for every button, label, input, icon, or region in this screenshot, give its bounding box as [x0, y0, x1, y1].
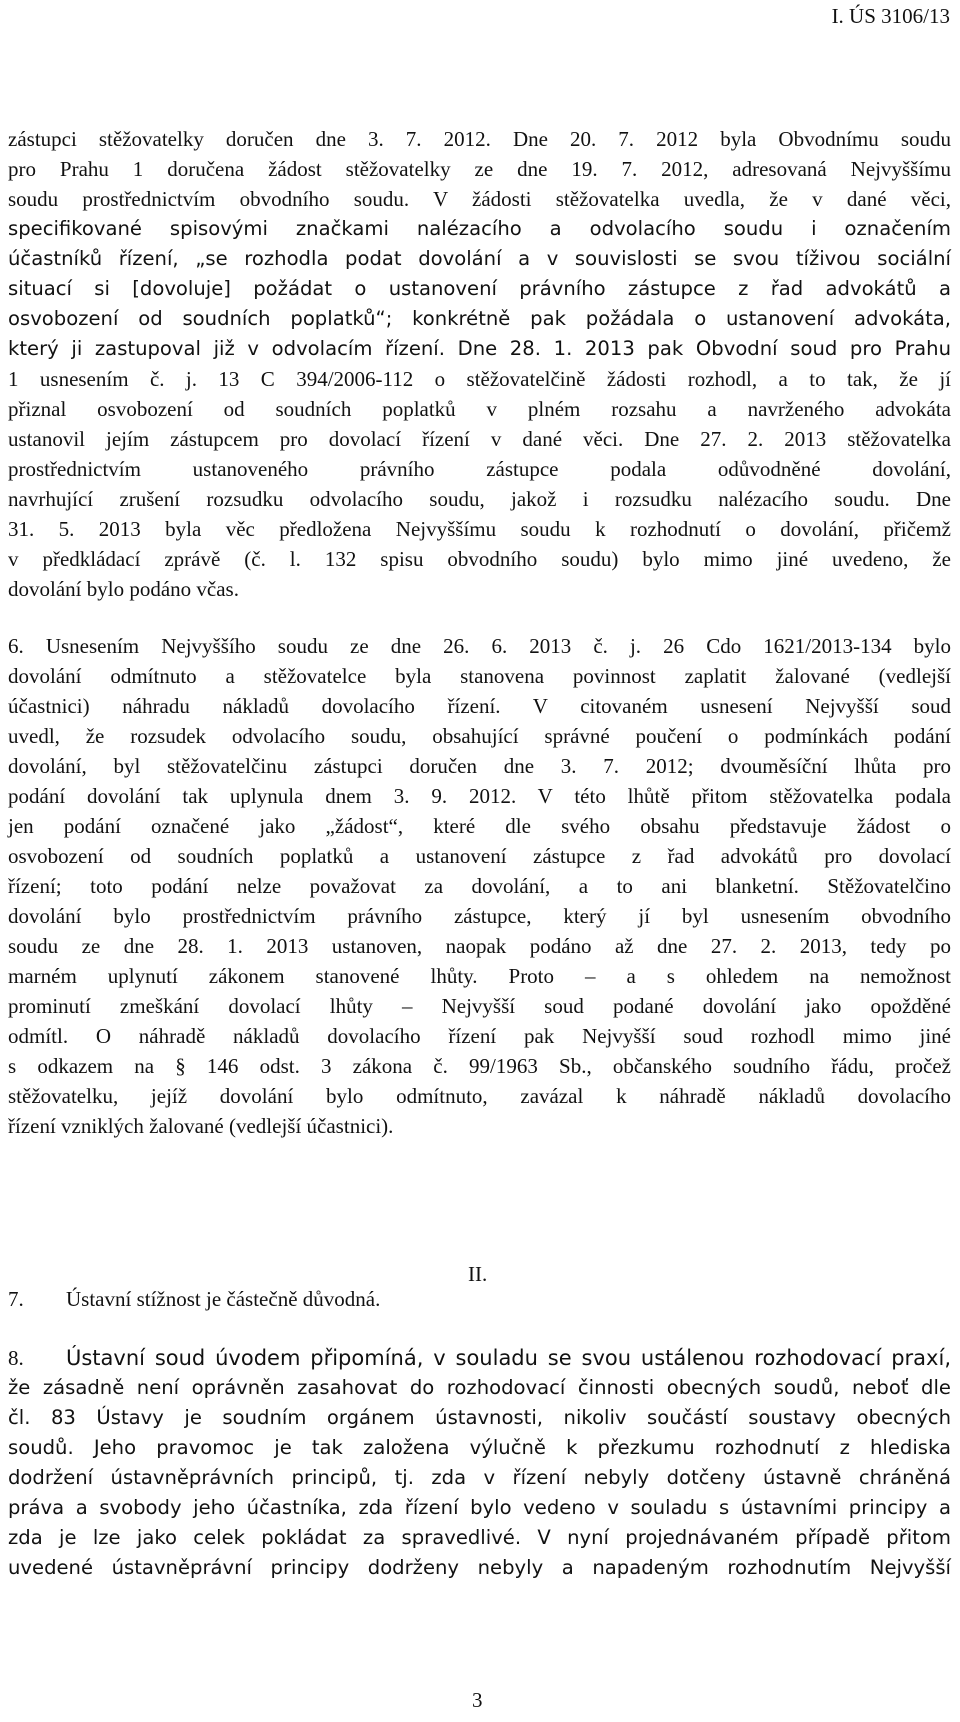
p6-line: odmítl. O náhradě nákladů dovolacího řízení pak Nejvyšší soud rozhodl mimo jiné: [8, 1024, 951, 1048]
p5-line: účastníků řízení, „se rozhodla podat dovolání a v souvislosti se svou tíživou sociální: [8, 247, 951, 270]
p8-line: zda je lze jako celek pokládat za spravedlivé. V nyní projednávaném případě přitom: [8, 1526, 951, 1549]
p6-line: stěžovatelku, jejíž dovolání bylo odmítnuto, zavázal k náhradě nákladů dovolacího: [8, 1084, 951, 1108]
p8-line: že zásadně není oprávněn zasahovat do rozhodovací činnosti obecných soudů, neboť dle: [8, 1376, 951, 1399]
p6-line: uvedl, že rozsudek odvolacího soudu, obsahující správné poučení o podmínkách podání: [8, 724, 951, 748]
section-heading: II.: [468, 1262, 488, 1286]
p5-line: navrhující zrušení rozsudku odvolacího soudu, jakož i rozsudku nalézacího soudu. Dne: [8, 487, 951, 511]
p6-line: prominutí zmeškání dovolací lhůty – Nejvyšší soud podané dovolání jako opožděné: [8, 994, 951, 1018]
p8-line: práva a svobody jeho účastníka, zda řízení bylo vedeno v souladu s ústavními principy a: [8, 1496, 951, 1519]
p7-text: Ústavní stížnost je částečně důvodná.: [66, 1287, 381, 1311]
p6-line: soudu ze dne 28. 1. 2013 ustanoven, naopak podáno až dne 27. 2. 2013, tedy po: [8, 934, 951, 958]
p5-line: dovolání bylo podáno včas.: [8, 577, 239, 601]
p5-line: prostřednictvím ustanoveného právního zástupce podala odůvodněné dovolání,: [8, 457, 951, 481]
page-number: 3: [472, 1688, 483, 1712]
p5-line: soudu prostřednictvím obvodního soudu. V žádosti stěžovatelka uvedla, že v dané věci,: [8, 187, 951, 211]
p8-line: soudů. Jeho pravomoc je tak založena výlučně k přezkumu rozhodnutí z hlediska: [8, 1436, 951, 1459]
p8-line: Ústavní soud úvodem připomíná, v souladu se svou ustálenou rozhodovací praxí,: [66, 1346, 951, 1370]
p6-line: řízení; toto podání nelze považovat za dovolání, a to ani blanketní. Stěžovatelčino: [8, 874, 951, 898]
p6-line: marném uplynutí zákonem stanovené lhůty. Proto – a s ohledem na nemožnost: [8, 964, 951, 988]
p5-line: který ji zastupoval již v odvolacím řízení. Dne 28. 1. 2013 pak Obvodní soud pro Prahu: [8, 337, 951, 360]
p6-line: podání dovolání tak uplynula dnem 3. 9. 2012. V této lhůtě přitom stěžovatelka podala: [8, 784, 951, 808]
p6-line: jen podání označené jako „žádost“, které dle svého obsahu představuje žádost o: [8, 814, 951, 838]
p5-line: specifikované spisovými značkami nalézacího a odvolacího soudu i označením: [8, 217, 951, 240]
p6-line: dovolání odmítnuto a stěžovatelce byla stanovena povinnost zaplatit žalované (vedlejší: [8, 664, 951, 688]
p5-line: 31. 5. 2013 byla věc předložena Nejvyššímu soudu k rozhodnutí o dovolání, přičemž: [8, 517, 951, 541]
p5-line: osvobození od soudních poplatků“; konkrétně pak požádala o ustanovení advokáta,: [8, 307, 951, 330]
p6-line: účastnici) náhradu nákladů dovolacího řízení. V citovaném usnesení Nejvyšší soud: [8, 694, 951, 718]
p6-line: 6. Usnesením Nejvyššího soudu ze dne 26. 6. 2013 č. j. 26 Cdo 1621/2013-134 bylo: [8, 634, 951, 658]
p8-line: uvedené ústavněprávní principy dodrženy nebyly a napadeným rozhodnutím Nejvyšší: [8, 1556, 951, 1579]
p6-line: dovolání bylo prostřednictvím právního zástupce, který jí byl usnesením obvodního: [8, 904, 951, 928]
paragraph-number: 8.: [8, 1346, 24, 1370]
case-number-header: I. ÚS 3106/13: [831, 4, 950, 28]
p6-line: osvobození od soudních poplatků a ustanovení zástupce z řad advokátů pro dovolací: [8, 844, 951, 868]
p5-line: 1 usnesením č. j. 13 C 394/2006-112 o stěžovatelčině žádosti rozhodl, a to tak, že jí: [8, 367, 951, 391]
paragraph-number: 7.: [8, 1287, 24, 1311]
p5-line: zástupci stěžovatelky doručen dne 3. 7. 2012. Dne 20. 7. 2012 byla Obvodnímu soudu: [8, 127, 951, 151]
p5-line: v předkládací zprávě (č. l. 132 spisu obvodního soudu) bylo mimo jiné uvedeno, že: [8, 547, 951, 571]
p6-line: dovolání, byl stěžovatelčinu zástupci doručen dne 3. 7. 2012; dvouměsíční lhůta pro: [8, 754, 951, 778]
p8-line: čl. 83 Ústavy je soudním orgánem ústavnosti, nikoliv součástí soustavy obecných: [8, 1406, 951, 1429]
p6-line: s odkazem na § 146 odst. 3 zákona č. 99/1963 Sb., občanského soudního řádu, pročež: [8, 1054, 951, 1078]
p5-line: přiznal osvobození od soudních poplatků v plném rozsahu a navrženého advokáta: [8, 397, 951, 421]
p5-line: ustanovil jejím zástupcem pro dovolací řízení v dané věci. Dne 27. 2. 2013 stěžovatelka: [8, 427, 951, 451]
p5-line: situací si [dovoluje] požádat o ustanovení právního zástupce z řad advokátů a: [8, 277, 951, 300]
p8-line: dodržení ústavněprávních principů, tj. zda v řízení nebyly dotčeny ústavně chráněná: [8, 1466, 951, 1489]
p6-line: řízení vzniklých žalované (vedlejší účastnici).: [8, 1114, 394, 1138]
p5-line: pro Prahu 1 doručena žádost stěžovatelky ze dne 19. 7. 2012, adresovaná Nejvyššímu: [8, 157, 951, 181]
